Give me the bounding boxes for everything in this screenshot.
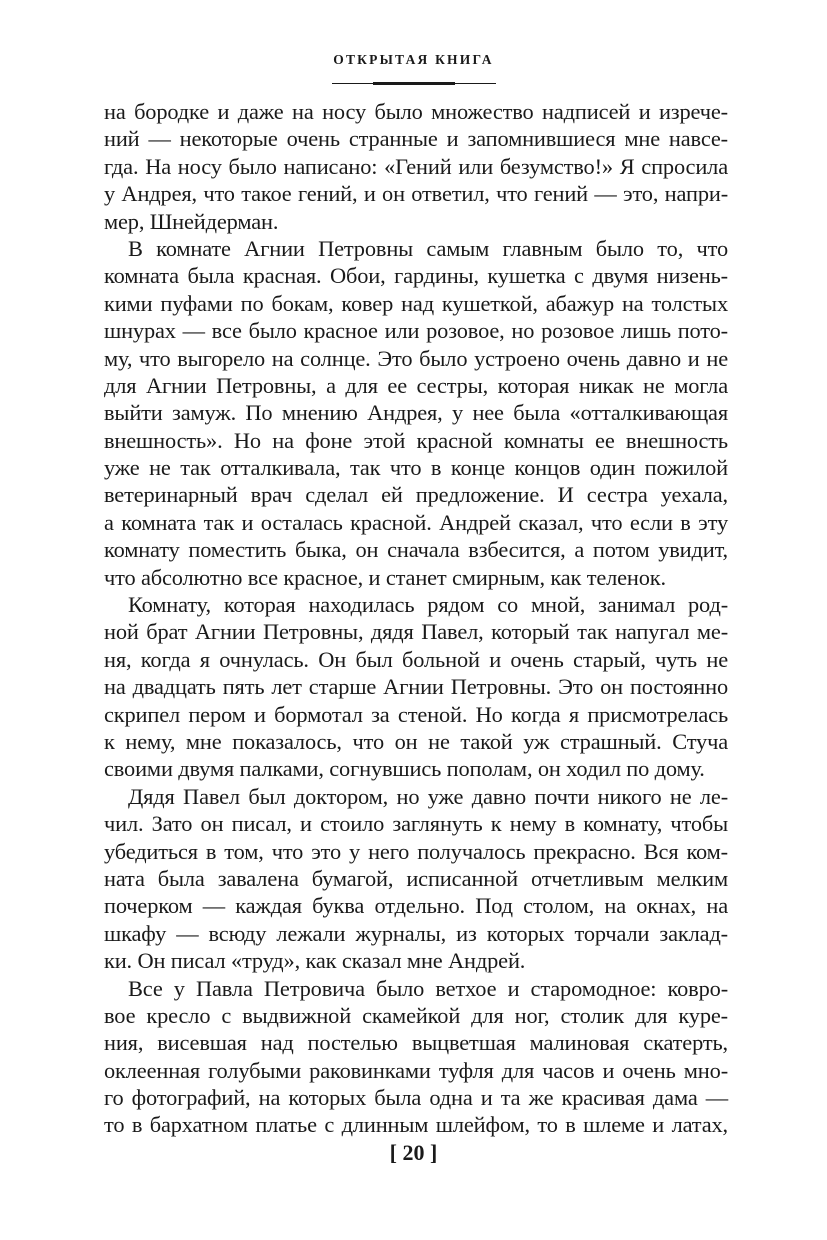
text-line: комната была красная. Обои, гардины, кушетка с двумя низень-: [104, 263, 728, 289]
text-line: на двадцать пять лет старше Агнии Петровны. Это он постоянно: [104, 674, 728, 700]
body-text: [104, 98, 728, 1139]
text-line: внешность». Но на фоне этой красной комнаты ее внешность: [104, 427, 728, 453]
paragraph: [104, 975, 728, 1139]
text-line: ния, висевшая над постелью выцветшая малиновая скатерть,: [104, 1030, 728, 1056]
text-line: на бородке и даже на носу было множество надписей и изрече-: [104, 99, 728, 124]
text-line: комнату поместить быка, он сначала взбесится, а потом увидит,: [104, 537, 728, 563]
paragraph: [104, 235, 728, 591]
text-line: Дядя Павел был доктором, но уже давно почти никого не ле-: [128, 783, 728, 809]
paragraph: [104, 98, 728, 235]
text-line: ната была завалена бумагой, исписанной отчетливым мелким: [104, 865, 728, 891]
text-line: что абсолютно все красное, и станет смирным, как теленок.: [104, 564, 666, 590]
text-line: своими двумя палками, согнувшись пополам, он ходил по дому.: [104, 756, 705, 782]
page-number: [ 20 ]: [389, 1140, 438, 1165]
text-line: ки. Он писал «труд», как сказал мне Андрей.: [104, 948, 526, 974]
text-line: Комнату, которая находилась рядом со мной, занимал род-: [128, 592, 728, 618]
text-line: у Андрея, что такое гений, и он ответил, что гений — это, напри-: [104, 181, 728, 207]
text-line: ня, когда я очнулась. Он был больной и очень старый, чуть не: [104, 646, 728, 672]
text-line: Все у Павла Петровича было ветхое и старомодное: ковро-: [128, 975, 728, 1001]
text-line: оклеенная голубыми раковинками туфля для часов и очень мно-: [104, 1057, 728, 1083]
text-line: шнурах — все было красное или розовое, но розовое лишь пото-: [104, 318, 728, 344]
text-line: почерком — каждая буква отдельно. Под столом, на окнах, на: [104, 893, 728, 919]
running-head: ОТКРЫТАЯ КНИГА: [333, 52, 494, 67]
paragraph: [104, 783, 728, 975]
text-line: шкафу — всюду лежали журналы, из которых торчали заклад-: [104, 920, 728, 946]
text-line: ной брат Агнии Петровны, дядя Павел, который так напугал ме-: [104, 619, 728, 645]
text-line: кими пуфами по бокам, ковер над кушеткой, абажур на толстых: [104, 290, 728, 316]
text-line: то в бархатном платье с длинным шлейфом, то в шлеме и латах,: [104, 1112, 728, 1138]
text-line: выйти замуж. По мнению Андрея, у нее была «отталкивающая: [104, 400, 728, 426]
text-line: уже не так отталкивала, так что в конце концов один пожилой: [104, 455, 728, 481]
text-line: ветеринарный врач сделал ей предложение. И сестра уехала,: [104, 482, 728, 508]
text-line: к нему, мне показалось, что он не такой уж страшный. Стуча: [104, 728, 728, 754]
text-line: му, что выгорело на солнце. Это было устроено очень давно и не: [104, 345, 728, 371]
text-line: мер, Шнейдерман.: [104, 208, 279, 234]
text-line: гда. На носу было написано: «Гений или безумство!» Я спросила: [104, 153, 728, 179]
text-line: го фотографий, на которых была одна и та же красивая дама —: [104, 1085, 728, 1111]
text-line: скрипел пером и бормотал за стеной. Но когда я присмотрелась: [104, 701, 728, 727]
text-line: ний — некоторые очень странные и запомнившиеся мне навсе-: [104, 126, 728, 152]
header-rule-accent: [373, 82, 455, 85]
text-line: убедиться в том, что это у него получалось прекрасно. Вся ком-: [104, 838, 728, 864]
text-line: а комната так и осталась красной. Андрей сказал, что если в эту: [104, 509, 728, 535]
paragraph: [104, 591, 728, 783]
text-line: вое кресло с выдвижной скамейкой для ног, столик для куре-: [104, 1002, 728, 1028]
text-line: чил. Зато он писал, и стоило заглянуть к нему в комнату, чтобы: [104, 811, 728, 837]
text-line: для Агнии Петровны, а для ее сестры, которая никак не могла: [104, 372, 728, 398]
text-line: В комнате Агнии Петровны самым главным было то, что: [128, 235, 728, 261]
